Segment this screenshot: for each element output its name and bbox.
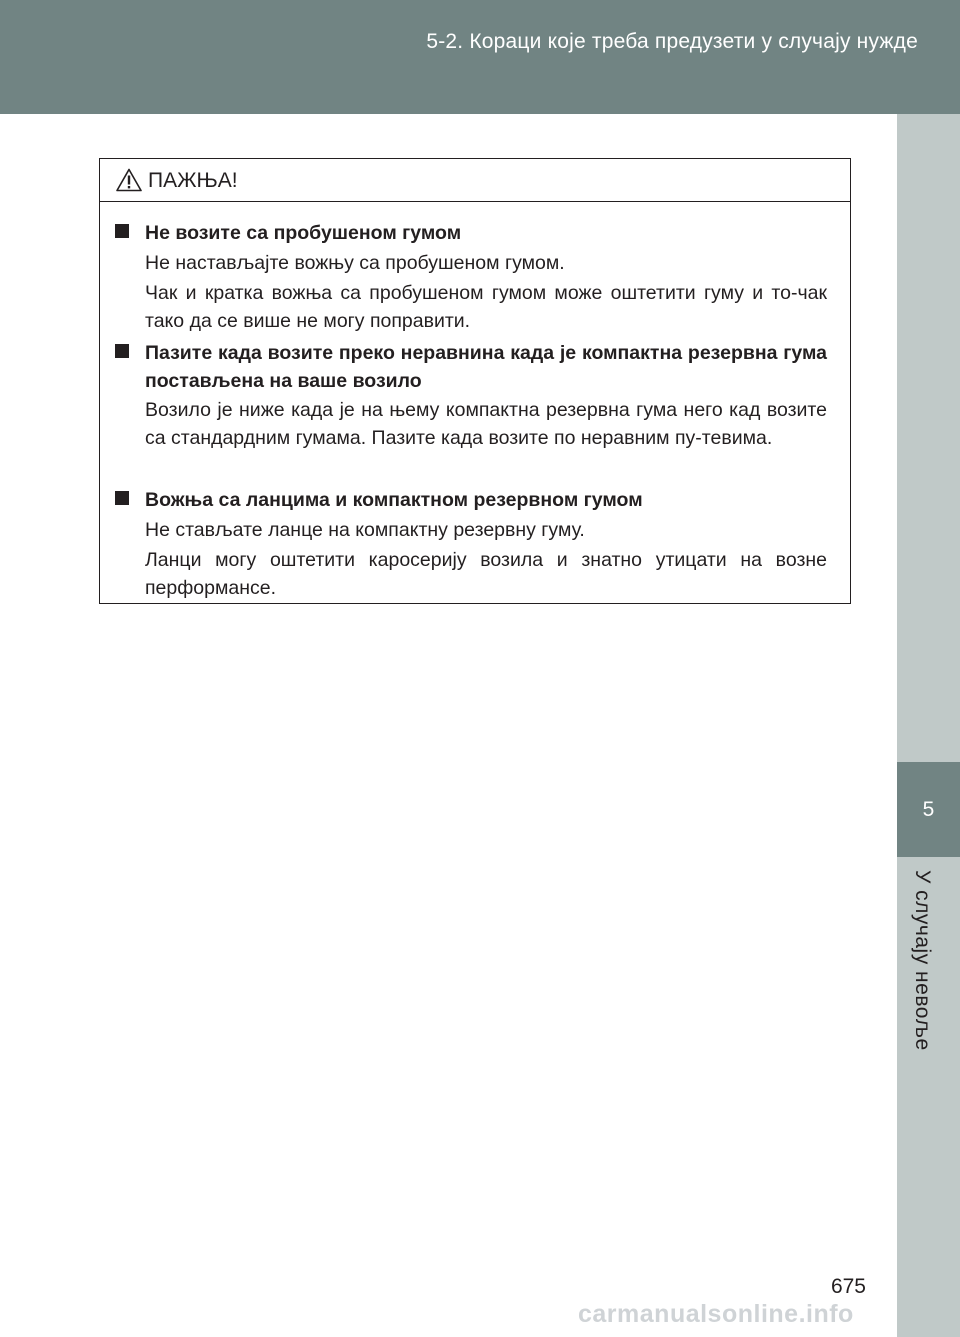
caution-label: ПАЖЊА! [148,169,238,192]
item-title: Пазите када возите преко неравнина када је компактна резервна гума постављена на ваше возило [145,342,827,392]
chapter-box [897,762,960,857]
item-title: Не возите са пробушеном гумом [145,222,462,244]
item-paragraph: Чак и кратка вожња са пробушеном гумом може оштетити гуму и то-чак тако да се више не могу поправити. [145,282,827,332]
bullet-square-icon [115,491,129,505]
caution-header [100,159,850,202]
bullet-square-icon [115,344,129,358]
item-paragraph: Возило је ниже када је на њему компактна резервна гума него кад возите са стандардним гумама. Пазите када возите по неравним пу-тевима. [145,399,827,449]
watermark: carmanualsonline.info [578,1300,854,1328]
chapter-title: У случају невоље [911,870,934,1051]
item-title: Вожња са ланцима и компактном резервном гумом [145,489,643,511]
warning-triangle-icon [116,168,142,192]
item-paragraph: Не стављате ланце на компактну резервну гуму. [145,519,585,541]
page-number: 675 [830,1275,866,1298]
chapter-number: 5 [922,798,935,821]
section-title: 5-2. Кораци које треба предузети у случају нужде [426,30,918,53]
page-header [0,0,960,114]
caution-box [99,158,851,604]
bullet-square-icon [115,224,129,238]
side-tab [897,114,960,1337]
item-paragraph: Не настављајте вожњу са пробушеном гумом. [145,252,565,274]
item-paragraph: Ланци могу оштетити каросерију возила и знатно утицати на возне перформансе. [145,549,827,599]
